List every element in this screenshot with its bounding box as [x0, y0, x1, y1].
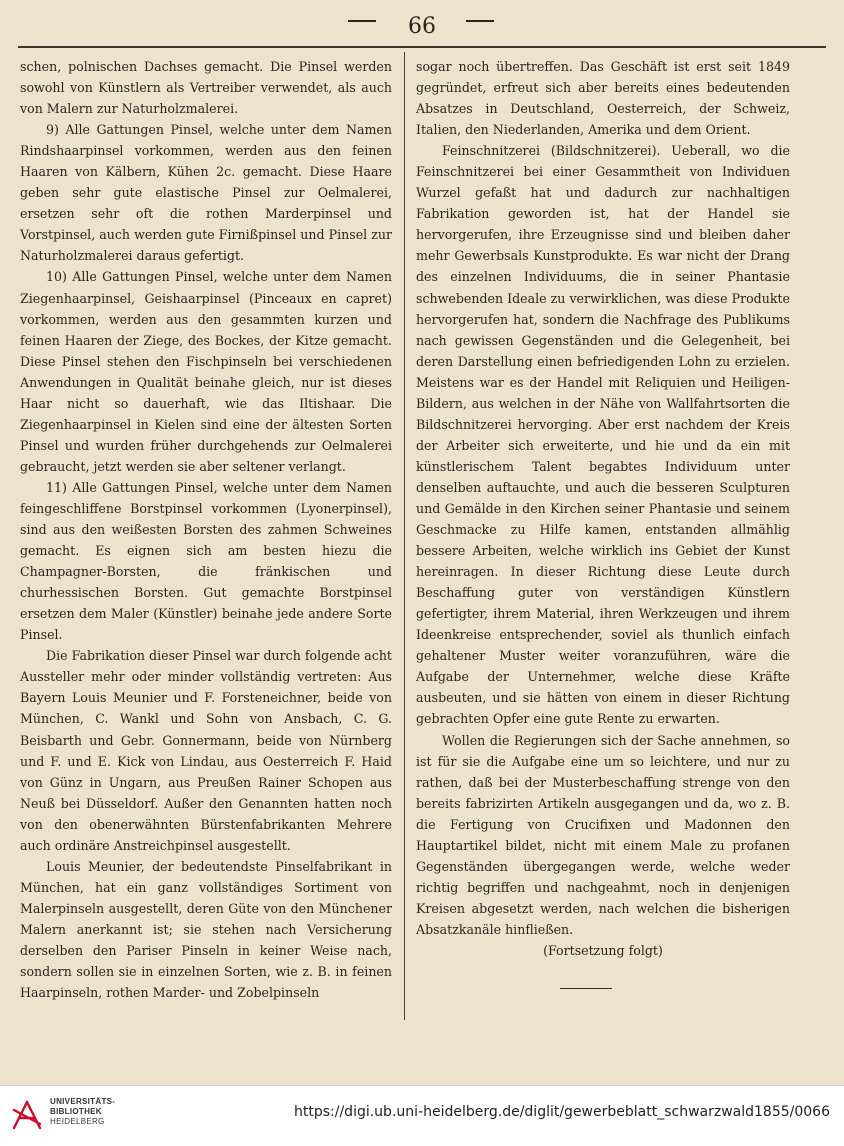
right-paragraph: sogar noch übertreffen. Das Geschäft ist erst seit 1849 gegründet, erfreut sich aber bereits eines bedeutenden Absatzes in Deutschland, Oesterreich, der Schweiz, Italien, den Niederlanden, Amerika und dem Orient.	[416, 59, 790, 138]
page-number: 66	[408, 14, 436, 39]
left-paragraph: 11) Alle Gattungen Pinsel, welche unter dem Namen feingeschliffene Borstpinsel vorkommen (Lyonerpinsel), sind aus den weißesten Borsten des zahmen Schweines gemacht. Es eignen sich am besten hiezu die Champagner-Borsten, die fränkischen und churhessischen Borsten. Gut gemachte Borstpinsel ersetzen dem Maler (Künstler) beinahe jede andere Sorte Pinsel.	[20, 479, 392, 643]
right-paragraph: Wollen die Regierungen sich der Sache annehmen, so ist für sie die Aufgabe eine um so leichtere, und nur zu rathen, daß bei der Musterbeschaffung strenge von den bereits fabrizirten Artikeln ausgegangen und da, wo z. B. die Fertigung von Crucifixen und Madonnen den Hauptartikel bildet, nicht mit einem Male zu profanen Gegenständen übergegangen werde, welche weder richtig begriffen und nachgeahmt, noch in denjenigen Kreisen abgesetzt werden, nach welchen die bisherigen Absatzkanäle hinfließen.	[416, 732, 790, 937]
right-column	[416, 56, 790, 961]
library-name	[50, 1097, 115, 1127]
continuation-note: (Fortsetzung folgt)	[543, 942, 663, 958]
header-dash-right	[466, 20, 494, 22]
left-paragraph: schen, polnischen Dachses gemacht. Die Pinsel werden sowohl von Künstlern als Vertreiber verwendet, als auch von Malern zur Naturholzmalerei.	[20, 59, 392, 117]
left-paragraph: 9) Alle Gattungen Pinsel, welche unter dem Namen Rindshaarpinsel vorkommen, werden aus den feinen Haaren von Kälbern, Kühen 2c. gemacht. Diese Haare geben sehr gute elastische Pinsel zur Oelmalerei, ersetzen sehr oft die rothen Marderpinsel und Vorstpinsel, auch werden gute Firnißpinsel und Pinsel zur Naturholzmalerei daraus gefertigt.	[20, 122, 392, 264]
viewer-footer	[0, 1085, 844, 1146]
header-rule	[18, 46, 826, 48]
left-paragraph: Die Fabrikation dieser Pinsel war durch folgende acht Aussteller mehr oder minder vollständig vertreten: Aus Bayern Louis Meunier und F. Forsteneichner, beide von München, C. Wankl und Sohn von Ansbach, C. G. Beisbarth und Gebr. Gonnermann, beide von Nürnberg und F. und E. Kick von Lindau, aus Oesterreich F. Haid von Günz in Ungarn, aus Preußen Rainer Schopen aus Neuß bei Düsseldorf. Außer den Genannten hatten noch von den obenerwähnten Bürstenfabrikanten Mehrere auch ordinäre Anstreichpinsel ausgestellt.	[20, 648, 392, 853]
library-name-line: UNIVERSITÄTS-	[50, 1097, 116, 1106]
library-name-line: HEIDELBERG	[50, 1117, 105, 1126]
university-library-logo-icon	[10, 1098, 44, 1132]
source-url-link[interactable]: https://digi.ub.uni-heidelberg.de/diglit/gewerbeblatt_schwarzwald1855/0066	[294, 1104, 830, 1120]
column-separator	[404, 52, 405, 1020]
page-header	[0, 12, 844, 46]
end-rule	[560, 988, 612, 989]
library-name-line: BIBLIOTHEK	[50, 1107, 102, 1116]
left-column	[20, 56, 392, 1003]
left-paragraph: Louis Meunier, der bedeutendste Pinselfabrikant in München, hat ein ganz vollständiges Sortiment von Malerpinseln ausgestellt, deren Güte von den Münchener Malern anerkannt ist; sie stehen nach Versicherung derselben den Pariser Pinseln in keiner Weise nach, sondern sollen sie in einzelnen Sorten, wie z. B. in feinen Haarpinseln, rothen Marder- und Zobelpinseln	[20, 858, 392, 1001]
right-paragraph: Feinschnitzerei (Bildschnitzerei). Ueberall, wo die Feinschnitzerei bei einer Gesammtheit von Individuen Wurzel gefaßt hat und dadurch zur nachhaltigen Fabrikation geworden ist, hat der Handel sie hervorgerufen, ihre Erzeugnisse sind und bleiben daher mehr Gewerbsals Kunstprodukte. Es war nicht der Drang des einzelnen Individuums, die in seiner Phantasie schwebenden Ideale zu verwirklichen, was diese Produkte hervorgerufen hat, sondern die Nachfrage des Publikums nach gewissen Gegenständen und die Gelegenheit, bei deren Darstellung einen befriedigenden Lohn zu erzielen. Meistens war es der Handel mit Reliquien und Heiligen-Bildern, aus welchen in der Nähe von Wallfahrtsorten die Bildschnitzerei hervorging. Aber erst nachdem der Kreis der Arbeiter sich erweiterte, und hie und da ein mit künstlerischem Talent begabtes Individuum unter denselben auftauchte, und auch die besseren Sculpturen und Gemälde in den Kirchen seiner Phantasie und seinem Geschmacke zu Hilfe kamen, entstanden allmählig bessere Arbeiten, welche wirklich ins Gebiet der Kunst hereinragen. In dieser Richtung diese Leute durch Beschaffung guter von verständigen Künstlern gefertigter, ihrem Material, ihren Werkzeugen und ihrem Ideenkreise entsprechender, soviel als thunlich einfach gehaltener Muster weiter voranzuführen, wäre die Aufgabe der Unternehmer, welche diese Kräfte ausbeuten, und sie hätten von einem in dieser Richtung gebrachten Opfer eine gute Rente zu erwarten.	[416, 143, 790, 727]
left-paragraph: 10) Alle Gattungen Pinsel, welche unter dem Namen Ziegenhaarpinsel, Geishaarpinsel (Pinceaux en capret) vorkommen, werden aus den gesammten kurzen und feinen Haaren der Ziege, des Bockes, der Kitze gemacht. Diese Pinsel stehen den Fischpinseln bei verschiedenen Anwendungen in Qualität beinahe gleich, nur ist dieses Haar nicht so dauerhaft, wie das Iltishaar. Die Ziegenhaarpinsel in Kielen sind eine der ältesten Sorten Pinsel und wurden früher durchgehends zur Oelmalerei gebraucht, jetzt werden sie aber seltener verlangt.	[20, 269, 392, 474]
